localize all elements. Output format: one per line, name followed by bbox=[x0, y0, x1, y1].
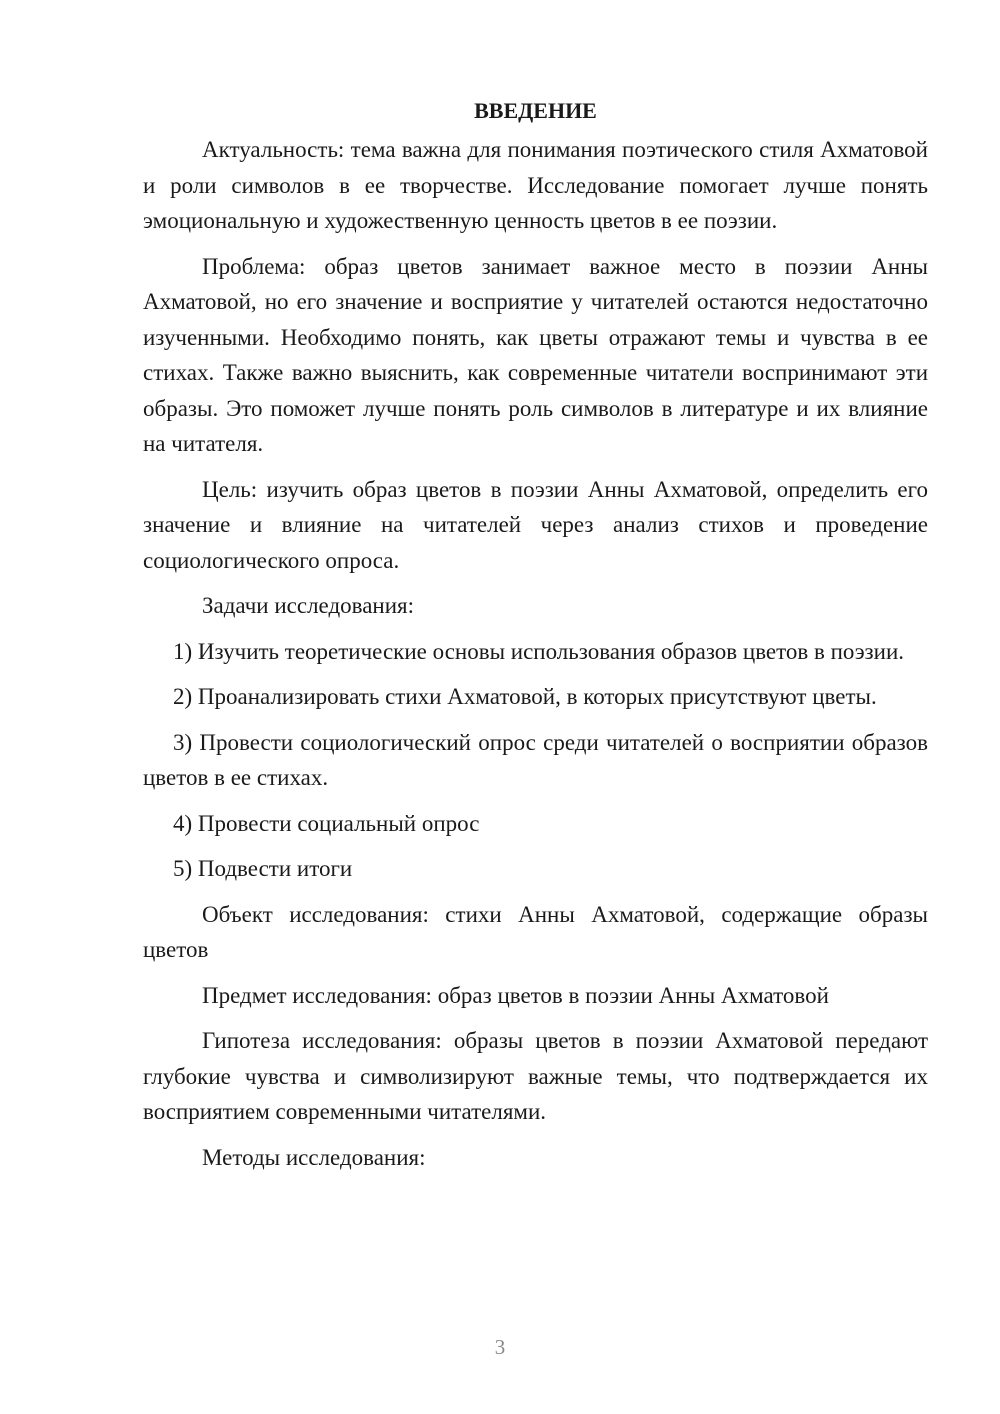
task-item-2: 2) Проанализировать стихи Ахматовой, в которых присутствуют цветы. bbox=[173, 684, 877, 709]
problem-paragraph: Проблема: образ цветов занимает важное место в поэзии Анны Ахматовой, но его значение и восприятие у читателей остаются недостаточно изученными. Необходимо понять, как цветы отражают темы и чувства в ее стихах. Также важно выяснить, как современные читатели воспринимают эти образы. Это поможет лучше понять роль символов в литературе и их влияние на читателя. bbox=[143, 253, 928, 456]
task-item-1: 1) Изучить теоретические основы использования образов цветов в поэзии. bbox=[173, 638, 905, 664]
page-content bbox=[143, 96, 928, 1185]
hypothesis-paragraph: Гипотеза исследования: образы цветов в поэзии Ахматовой передают глубокие чувства и символизируют важные темы, что подтверждается их восприятием современными читателями. bbox=[143, 1028, 928, 1124]
task-item-4: 4) Провести социальный опрос bbox=[173, 810, 480, 836]
relevance-paragraph: Актуальность: тема важна для понимания поэтического стиля Ахматовой и роли символов в ее творчестве. Исследование помогает лучше понять эмоциональную и художественную ценность цветов в ее поэзии. bbox=[143, 137, 928, 233]
object-paragraph: Объект исследования: стихи Анны Ахматовой, содержащие образы цветов bbox=[143, 901, 928, 962]
task-item-5: 5) Подвести итоги bbox=[173, 856, 353, 881]
tasks-intro-paragraph: Задачи исследования: bbox=[202, 593, 415, 618]
goal-paragraph: Цель: изучить образ цветов в поэзии Анны Ахматовой, определить его значение и влияние на читателей через анализ стихов и проведение социологического опроса. bbox=[143, 476, 928, 573]
task-item-3: 3) Провести социологический опрос среди читателей о восприятии образов цветов в ее стихах. bbox=[143, 729, 928, 790]
subject-paragraph: Предмет исследования: образ цветов в поэзии Анны Ахматовой bbox=[202, 982, 829, 1008]
methods-paragraph: Методы исследования: bbox=[202, 1144, 426, 1170]
page-number: 3 bbox=[494, 1335, 506, 1359]
section-heading: ВВЕДЕНИЕ bbox=[474, 98, 597, 123]
